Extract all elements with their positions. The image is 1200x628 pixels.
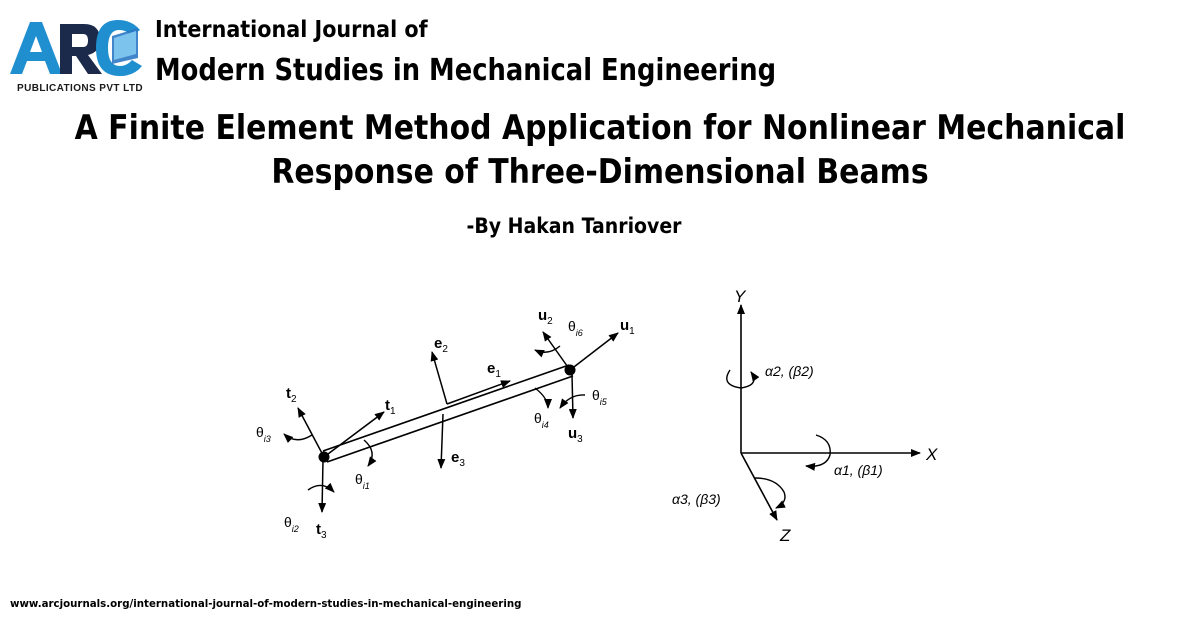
label-u2: $u_2$ bbox=[538, 307, 553, 327]
author: -By Hakan Tanriover bbox=[466, 214, 682, 238]
label-u3: $u_3$ bbox=[568, 425, 583, 445]
label-e2: $e_2$ bbox=[434, 335, 448, 355]
label-theta-i1: $\theta_{i1}$ bbox=[355, 471, 370, 491]
article-title-line-2: Response of Three-Dimensional Beams bbox=[271, 152, 929, 192]
label-t1: $t_1$ bbox=[385, 397, 396, 417]
logo-subtitle: PUBLICATIONS PVT LTD bbox=[17, 83, 143, 94]
journal-name-line-1: International Journal of bbox=[155, 17, 428, 43]
alpha2-beta2-label: α2, (β2) bbox=[765, 363, 814, 379]
label-u1: $u_1$ bbox=[620, 317, 635, 337]
journal-url: www.arcjournals.org/international-journal-of-modern-studies-in-mechanical-engineering bbox=[10, 597, 522, 610]
axis-z-label: Z bbox=[780, 526, 791, 545]
label-theta-i2: $\theta_{i2}$ bbox=[284, 514, 299, 534]
label-t3: $t_3$ bbox=[316, 521, 327, 541]
beam-element-diagram bbox=[256, 307, 635, 541]
label-theta-i3: $\theta_{i3}$ bbox=[256, 424, 271, 444]
label-e1: $e_1$ bbox=[487, 360, 501, 380]
label-theta-i6: $\theta_{i6}$ bbox=[568, 318, 583, 338]
alpha1-beta1-label: α1, (β1) bbox=[834, 462, 883, 478]
axis-x-label: X bbox=[926, 445, 938, 464]
label-t2: $t_2$ bbox=[286, 385, 297, 405]
label-theta-i4: $\theta_{i4}$ bbox=[534, 410, 549, 430]
label-theta-i5: $\theta_{i5}$ bbox=[592, 387, 607, 407]
journal-name-line-2: Modern Studies in Mechanical Engineering bbox=[155, 53, 777, 88]
alpha3-beta3-label: α3, (β3) bbox=[672, 491, 721, 507]
label-e3: $e_3$ bbox=[451, 449, 465, 469]
global-axes-diagram bbox=[672, 287, 938, 545]
axis-y-label: Y bbox=[734, 287, 746, 306]
axis-z bbox=[741, 453, 777, 520]
article-title-line-1: A Finite Element Method Application for Nonlinear Mechanical bbox=[74, 108, 1126, 148]
